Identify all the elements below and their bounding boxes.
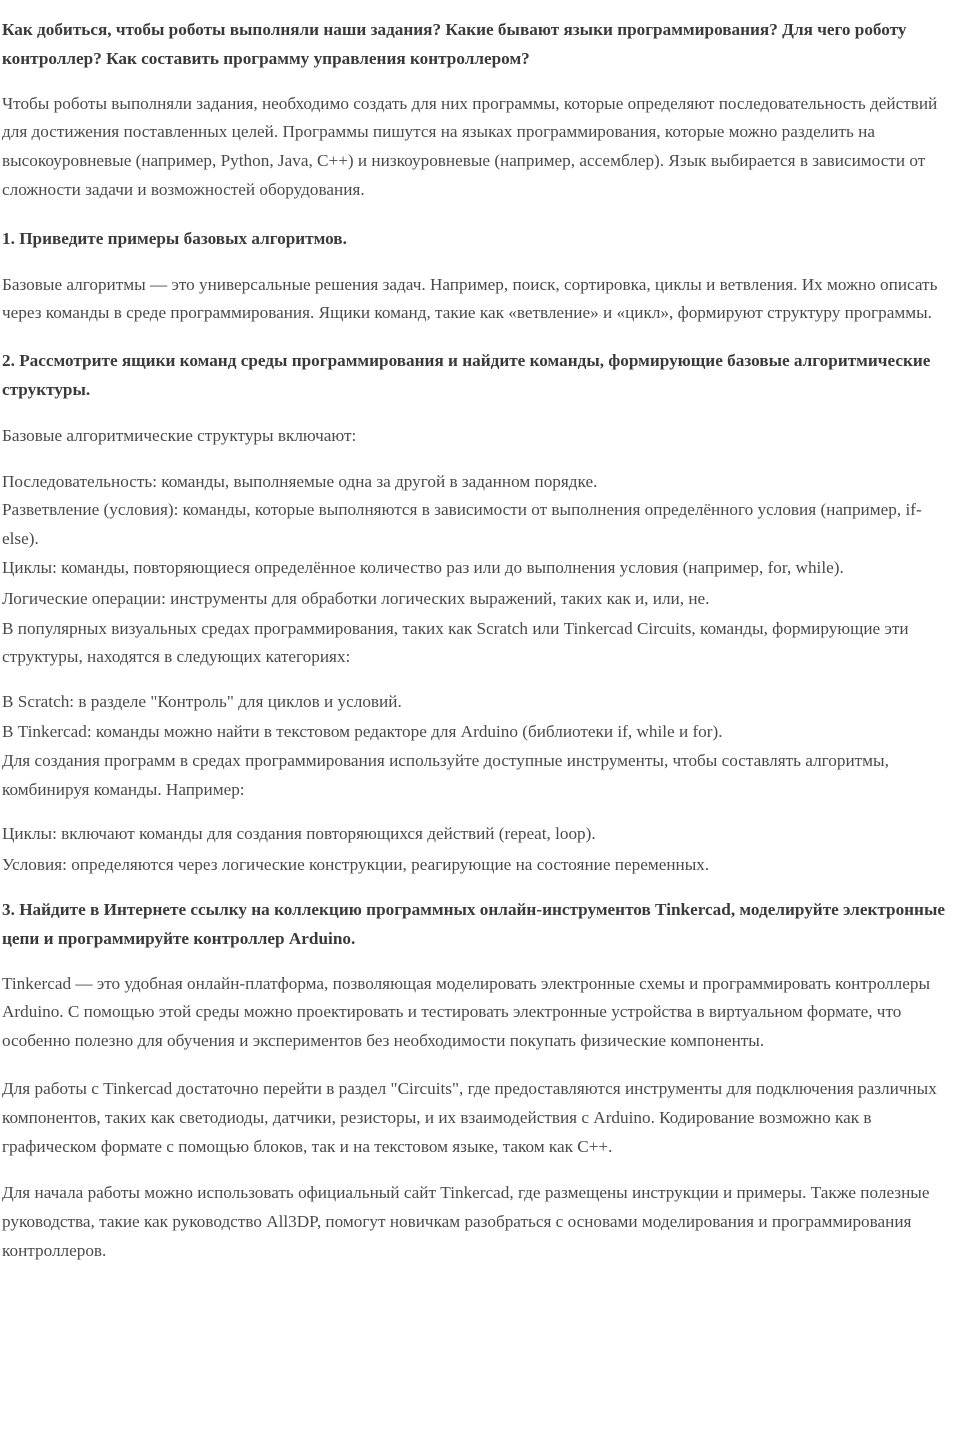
intro-paragraph: Чтобы роботы выполняли задания, необходимо создать для них программы, которые определяют последовательность действий для достижения поставленных целей. Программы пишутся на языках программирования, которые можно разделить на высокоуровневые (например, Python, Java, C++) и низкоуровневые (например, ассемблер). Язык выбирается в зависимости от сложности задачи и возможностей оборудования. [2,93,938,199]
answer-3-paragraph: Для работы с Tinkercad достаточно перейти в раздел "Circuits", где предоставляются инструменты для подключения различных компонентов, таких как светодиоды, датчики, резисторы, и их взаимодействия с Arduino. Кодирование возможно как в графическом формате с помощью блоков, так и на текстовом языке, таком как C++. [2,1078,937,1156]
question-2-heading: 2. Рассмотрите ящики команд среды программирования и найдите команды, формирующие базовые алгоритмические структуры. [2,351,931,399]
page-title: Как добиться, чтобы роботы выполняли наши задания? Какие бывают языки программирования? Для чего роботу контроллер? Как составить программу управления контроллером? [2,20,907,68]
answer-2-paragraph: Последовательность: команды, выполняемые одна за другой в заданном порядке. [2,471,598,491]
answer-2-paragraph: В популярных визуальных средах программирования, таких как Scratch или Tinkercad Circuits, команды, формирующие эти структуры, находятся в следующих категориях: [2,618,909,667]
answer-2-paragraph: В Tinkercad: команды можно найти в текстовом редакторе для Arduino (библиотеки if, while и for). [2,721,723,741]
answer-1-paragraph: Базовые алгоритмы — это универсальные решения задач. Например, поиск, сортировка, циклы и ветвления. Их можно описать через команды в среде программирования. Ящики команд, такие как «ветвление» и «цикл», формируют структуру программы. [2,274,938,323]
answer-2-paragraph: Циклы: включают команды для создания повторяющихся действий (repeat, loop). [2,824,596,844]
answer-2-paragraph: Для создания программ в средах программирования используйте доступные инструменты, чтобы составлять алгоритмы, комбинируя команды. Например: [2,750,889,799]
answer-2-paragraph: В Scratch: в разделе "Контроль" для циклов и условий. [2,692,402,712]
answer-2-paragraph: Разветвление (условия): команды, которые выполняются в зависимости от выполнения определённого условия (например, if-else). [2,500,922,549]
answer-2-paragraph: Условия: определяются через логические конструкции, реагирующие на состояние переменных. [2,855,710,875]
answer-2-paragraph: Базовые алгоритмические структуры включают: [2,425,357,445]
question-3-heading: 3. Найдите в Интернете ссылку на коллекцию программных онлайн-инструментов Tinkercad, моделируйте электронные цепи и программируйте контроллер Arduino. [2,899,946,948]
answer-3-paragraph: Tinkercad — это удобная онлайн-платформа, позволяющая моделировать электронные схемы и программировать контроллеры Arduino. С помощью этой среды можно проектировать и тестировать электронные устройства в виртуальном формате, что особенно полезно для обучения и экспериментов без необходимости покупать физические компоненты. [2,973,930,1051]
question-1-heading: 1. Приведите примеры базовых алгоритмов. [2,228,347,248]
answer-2-paragraph: Логические операции: инструменты для обработки логических выражений, таких как и, или, не. [2,588,710,608]
answer-2-paragraph: Циклы: команды, повторяющиеся определённое количество раз или до выполнения условия (например, for, while). [2,557,844,577]
answer-3-paragraph: Для начала работы можно использовать официальный сайт Tinkercad, где размещены инструкции и примеры. Также полезные руководства, такие как руководство All3DP, помогут новичкам разобраться с основами моделирования и программирования контроллеров. [2,1183,930,1260]
